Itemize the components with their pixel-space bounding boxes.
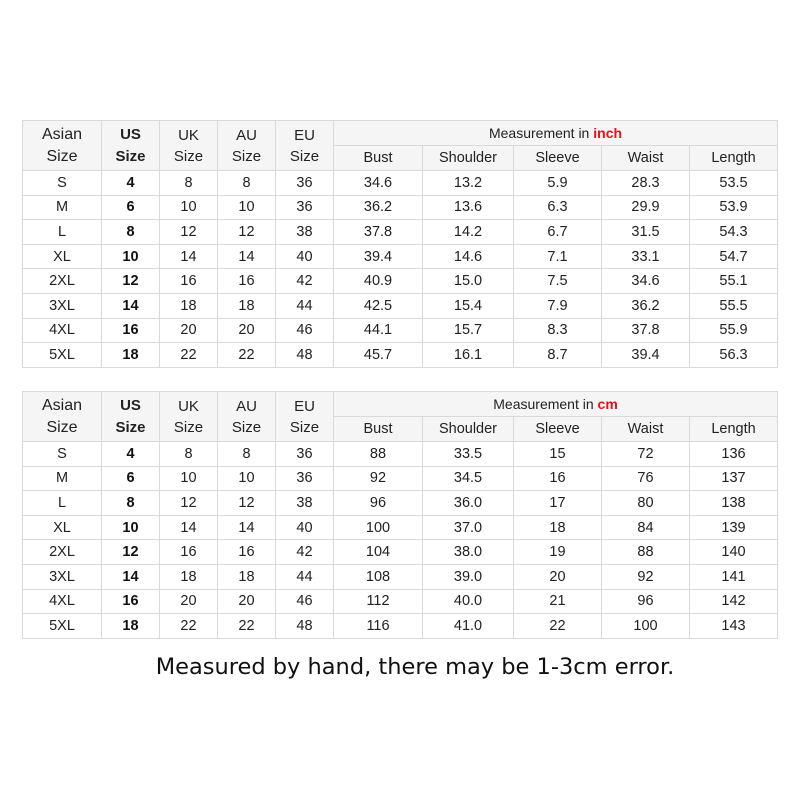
cell-uk-size: 10	[160, 195, 218, 220]
cell-shoulder: 40.0	[423, 589, 514, 614]
table-row	[23, 293, 778, 318]
cell-asian-size: 4XL	[23, 318, 102, 343]
cell-shoulder: 13.2	[423, 171, 514, 196]
cell-bust: 44.1	[334, 318, 423, 343]
cell-asian-size: M	[23, 195, 102, 220]
cell-bust: 34.6	[334, 171, 423, 196]
cell-length: 138	[690, 491, 778, 516]
header-us-size: US Size	[102, 121, 160, 171]
cell-us-size: 8	[102, 491, 160, 516]
size-chart-inch	[22, 120, 778, 368]
cell-au-size: 18	[218, 564, 276, 589]
header-au-size: AU Size	[218, 392, 276, 442]
cell-us-size: 10	[102, 244, 160, 269]
header-waist: Waist	[602, 417, 690, 442]
cell-uk-size: 14	[160, 515, 218, 540]
cell-us-size: 18	[102, 343, 160, 368]
cell-us-size: 4	[102, 171, 160, 196]
header-length: Length	[690, 146, 778, 171]
table-row	[23, 244, 778, 269]
cell-us-size: 10	[102, 515, 160, 540]
cell-shoulder: 37.0	[423, 515, 514, 540]
cell-uk-size: 20	[160, 318, 218, 343]
cell-asian-size: 2XL	[23, 540, 102, 565]
cell-shoulder: 13.6	[423, 195, 514, 220]
cell-uk-size: 8	[160, 171, 218, 196]
cell-length: 143	[690, 614, 778, 639]
cell-sleeve: 18	[514, 515, 602, 540]
cell-length: 140	[690, 540, 778, 565]
cell-eu-size: 40	[276, 244, 334, 269]
cell-eu-size: 46	[276, 589, 334, 614]
cell-au-size: 20	[218, 589, 276, 614]
cell-bust: 100	[334, 515, 423, 540]
cell-waist: 29.9	[602, 195, 690, 220]
cell-us-size: 12	[102, 269, 160, 294]
cell-waist: 100	[602, 614, 690, 639]
cell-waist: 80	[602, 491, 690, 516]
cell-us-size: 16	[102, 318, 160, 343]
cell-uk-size: 12	[160, 491, 218, 516]
cell-bust: 88	[334, 442, 423, 467]
cell-bust: 104	[334, 540, 423, 565]
cell-shoulder: 33.5	[423, 442, 514, 467]
cell-eu-size: 36	[276, 171, 334, 196]
header-shoulder: Shoulder	[423, 417, 514, 442]
table-row	[23, 195, 778, 220]
table-row	[23, 589, 778, 614]
cell-sleeve: 22	[514, 614, 602, 639]
cell-length: 137	[690, 466, 778, 491]
cell-shoulder: 15.0	[423, 269, 514, 294]
cell-shoulder: 34.5	[423, 466, 514, 491]
cell-eu-size: 44	[276, 293, 334, 318]
cell-asian-size: S	[23, 442, 102, 467]
cell-uk-size: 8	[160, 442, 218, 467]
table-row	[23, 171, 778, 196]
header-sleeve: Sleeve	[514, 146, 602, 171]
cell-us-size: 4	[102, 442, 160, 467]
header-bust: Bust	[334, 146, 423, 171]
cell-sleeve: 21	[514, 589, 602, 614]
header-asian-size: Asian Size	[23, 392, 102, 442]
cell-bust: 116	[334, 614, 423, 639]
cell-us-size: 14	[102, 564, 160, 589]
cell-waist: 36.2	[602, 293, 690, 318]
table-row	[23, 491, 778, 516]
header-asian-size: Asian Size	[23, 121, 102, 171]
cell-sleeve: 6.3	[514, 195, 602, 220]
cell-sleeve: 16	[514, 466, 602, 491]
cell-au-size: 18	[218, 293, 276, 318]
cell-length: 56.3	[690, 343, 778, 368]
size-chart-cm	[22, 391, 778, 639]
cell-length: 142	[690, 589, 778, 614]
cell-sleeve: 8.3	[514, 318, 602, 343]
cell-au-size: 16	[218, 269, 276, 294]
cell-waist: 31.5	[602, 220, 690, 245]
cell-waist: 37.8	[602, 318, 690, 343]
cell-bust: 40.9	[334, 269, 423, 294]
cell-sleeve: 6.7	[514, 220, 602, 245]
cell-asian-size: 5XL	[23, 614, 102, 639]
cell-uk-size: 22	[160, 343, 218, 368]
cell-uk-size: 16	[160, 540, 218, 565]
cell-au-size: 12	[218, 220, 276, 245]
table-row	[23, 564, 778, 589]
cell-eu-size: 38	[276, 491, 334, 516]
cell-length: 136	[690, 442, 778, 467]
header-length: Length	[690, 417, 778, 442]
table-row	[23, 466, 778, 491]
cell-bust: 37.8	[334, 220, 423, 245]
header-uk-size: UK Size	[160, 392, 218, 442]
cell-bust: 92	[334, 466, 423, 491]
cell-shoulder: 15.4	[423, 293, 514, 318]
table-row	[23, 318, 778, 343]
cell-shoulder: 38.0	[423, 540, 514, 565]
cell-length: 139	[690, 515, 778, 540]
cell-eu-size: 44	[276, 564, 334, 589]
cell-length: 55.5	[690, 293, 778, 318]
cell-au-size: 20	[218, 318, 276, 343]
cell-waist: 84	[602, 515, 690, 540]
cell-au-size: 16	[218, 540, 276, 565]
cell-eu-size: 36	[276, 442, 334, 467]
cell-length: 53.9	[690, 195, 778, 220]
table-row	[23, 515, 778, 540]
cell-bust: 96	[334, 491, 423, 516]
cell-sleeve: 19	[514, 540, 602, 565]
cell-au-size: 22	[218, 343, 276, 368]
cell-bust: 39.4	[334, 244, 423, 269]
cell-waist: 96	[602, 589, 690, 614]
cell-au-size: 14	[218, 244, 276, 269]
cell-waist: 92	[602, 564, 690, 589]
cell-waist: 88	[602, 540, 690, 565]
cell-asian-size: XL	[23, 244, 102, 269]
cell-bust: 36.2	[334, 195, 423, 220]
cell-length: 141	[690, 564, 778, 589]
cell-au-size: 14	[218, 515, 276, 540]
cell-au-size: 8	[218, 442, 276, 467]
cell-shoulder: 15.7	[423, 318, 514, 343]
cell-bust: 42.5	[334, 293, 423, 318]
cell-sleeve: 7.9	[514, 293, 602, 318]
cell-asian-size: 3XL	[23, 293, 102, 318]
cell-us-size: 6	[102, 466, 160, 491]
cell-waist: 28.3	[602, 171, 690, 196]
table-row	[23, 343, 778, 368]
cell-asian-size: 3XL	[23, 564, 102, 589]
header-us-size: US Size	[102, 392, 160, 442]
table-row	[23, 220, 778, 245]
cell-us-size: 16	[102, 589, 160, 614]
cell-sleeve: 7.1	[514, 244, 602, 269]
cell-uk-size: 16	[160, 269, 218, 294]
table-row	[23, 269, 778, 294]
cell-sleeve: 8.7	[514, 343, 602, 368]
header-sleeve: Sleeve	[514, 417, 602, 442]
cell-length: 53.5	[690, 171, 778, 196]
cell-shoulder: 41.0	[423, 614, 514, 639]
cell-uk-size: 22	[160, 614, 218, 639]
cell-asian-size: S	[23, 171, 102, 196]
cell-length: 54.3	[690, 220, 778, 245]
cell-length: 55.9	[690, 318, 778, 343]
header-eu-size: EU Size	[276, 121, 334, 171]
cell-uk-size: 20	[160, 589, 218, 614]
cell-bust: 112	[334, 589, 423, 614]
cell-us-size: 18	[102, 614, 160, 639]
measurement-title-inch: Measurement in inch	[334, 121, 778, 146]
cell-shoulder: 16.1	[423, 343, 514, 368]
cell-asian-size: 4XL	[23, 589, 102, 614]
cell-uk-size: 18	[160, 293, 218, 318]
cell-eu-size: 36	[276, 466, 334, 491]
cell-au-size: 12	[218, 491, 276, 516]
table-row	[23, 442, 778, 467]
cell-length: 55.1	[690, 269, 778, 294]
cell-shoulder: 14.2	[423, 220, 514, 245]
cell-shoulder: 36.0	[423, 491, 514, 516]
table-row	[23, 540, 778, 565]
cell-asian-size: 2XL	[23, 269, 102, 294]
table-row	[23, 614, 778, 639]
cell-bust: 108	[334, 564, 423, 589]
cell-uk-size: 10	[160, 466, 218, 491]
cell-sleeve: 15	[514, 442, 602, 467]
cell-waist: 33.1	[602, 244, 690, 269]
header-au-size: AU Size	[218, 121, 276, 171]
cell-asian-size: XL	[23, 515, 102, 540]
measurement-title-cm: Measurement in cm	[334, 392, 778, 417]
cell-us-size: 14	[102, 293, 160, 318]
cell-length: 54.7	[690, 244, 778, 269]
cell-bust: 45.7	[334, 343, 423, 368]
cell-sleeve: 17	[514, 491, 602, 516]
cell-eu-size: 40	[276, 515, 334, 540]
cell-eu-size: 48	[276, 343, 334, 368]
cell-au-size: 8	[218, 171, 276, 196]
cell-eu-size: 42	[276, 269, 334, 294]
cell-eu-size: 36	[276, 195, 334, 220]
cell-asian-size: 5XL	[23, 343, 102, 368]
cell-sleeve: 7.5	[514, 269, 602, 294]
cell-uk-size: 14	[160, 244, 218, 269]
header-bust: Bust	[334, 417, 423, 442]
cell-au-size: 10	[218, 466, 276, 491]
cell-asian-size: L	[23, 491, 102, 516]
cell-uk-size: 18	[160, 564, 218, 589]
header-waist: Waist	[602, 146, 690, 171]
cell-sleeve: 20	[514, 564, 602, 589]
cell-sleeve: 5.9	[514, 171, 602, 196]
cell-asian-size: M	[23, 466, 102, 491]
cell-shoulder: 39.0	[423, 564, 514, 589]
cell-au-size: 10	[218, 195, 276, 220]
cell-eu-size: 48	[276, 614, 334, 639]
cell-us-size: 8	[102, 220, 160, 245]
cell-eu-size: 42	[276, 540, 334, 565]
cell-us-size: 6	[102, 195, 160, 220]
cell-eu-size: 38	[276, 220, 334, 245]
header-eu-size: EU Size	[276, 392, 334, 442]
header-uk-size: UK Size	[160, 121, 218, 171]
cell-waist: 39.4	[602, 343, 690, 368]
cell-au-size: 22	[218, 614, 276, 639]
cell-shoulder: 14.6	[423, 244, 514, 269]
cell-eu-size: 46	[276, 318, 334, 343]
cell-waist: 76	[602, 466, 690, 491]
cell-waist: 34.6	[602, 269, 690, 294]
cell-waist: 72	[602, 442, 690, 467]
header-shoulder: Shoulder	[423, 146, 514, 171]
measurement-note: Measured by hand, there may be 1-3cm error.	[155, 654, 675, 680]
cell-us-size: 12	[102, 540, 160, 565]
cell-asian-size: L	[23, 220, 102, 245]
cell-uk-size: 12	[160, 220, 218, 245]
